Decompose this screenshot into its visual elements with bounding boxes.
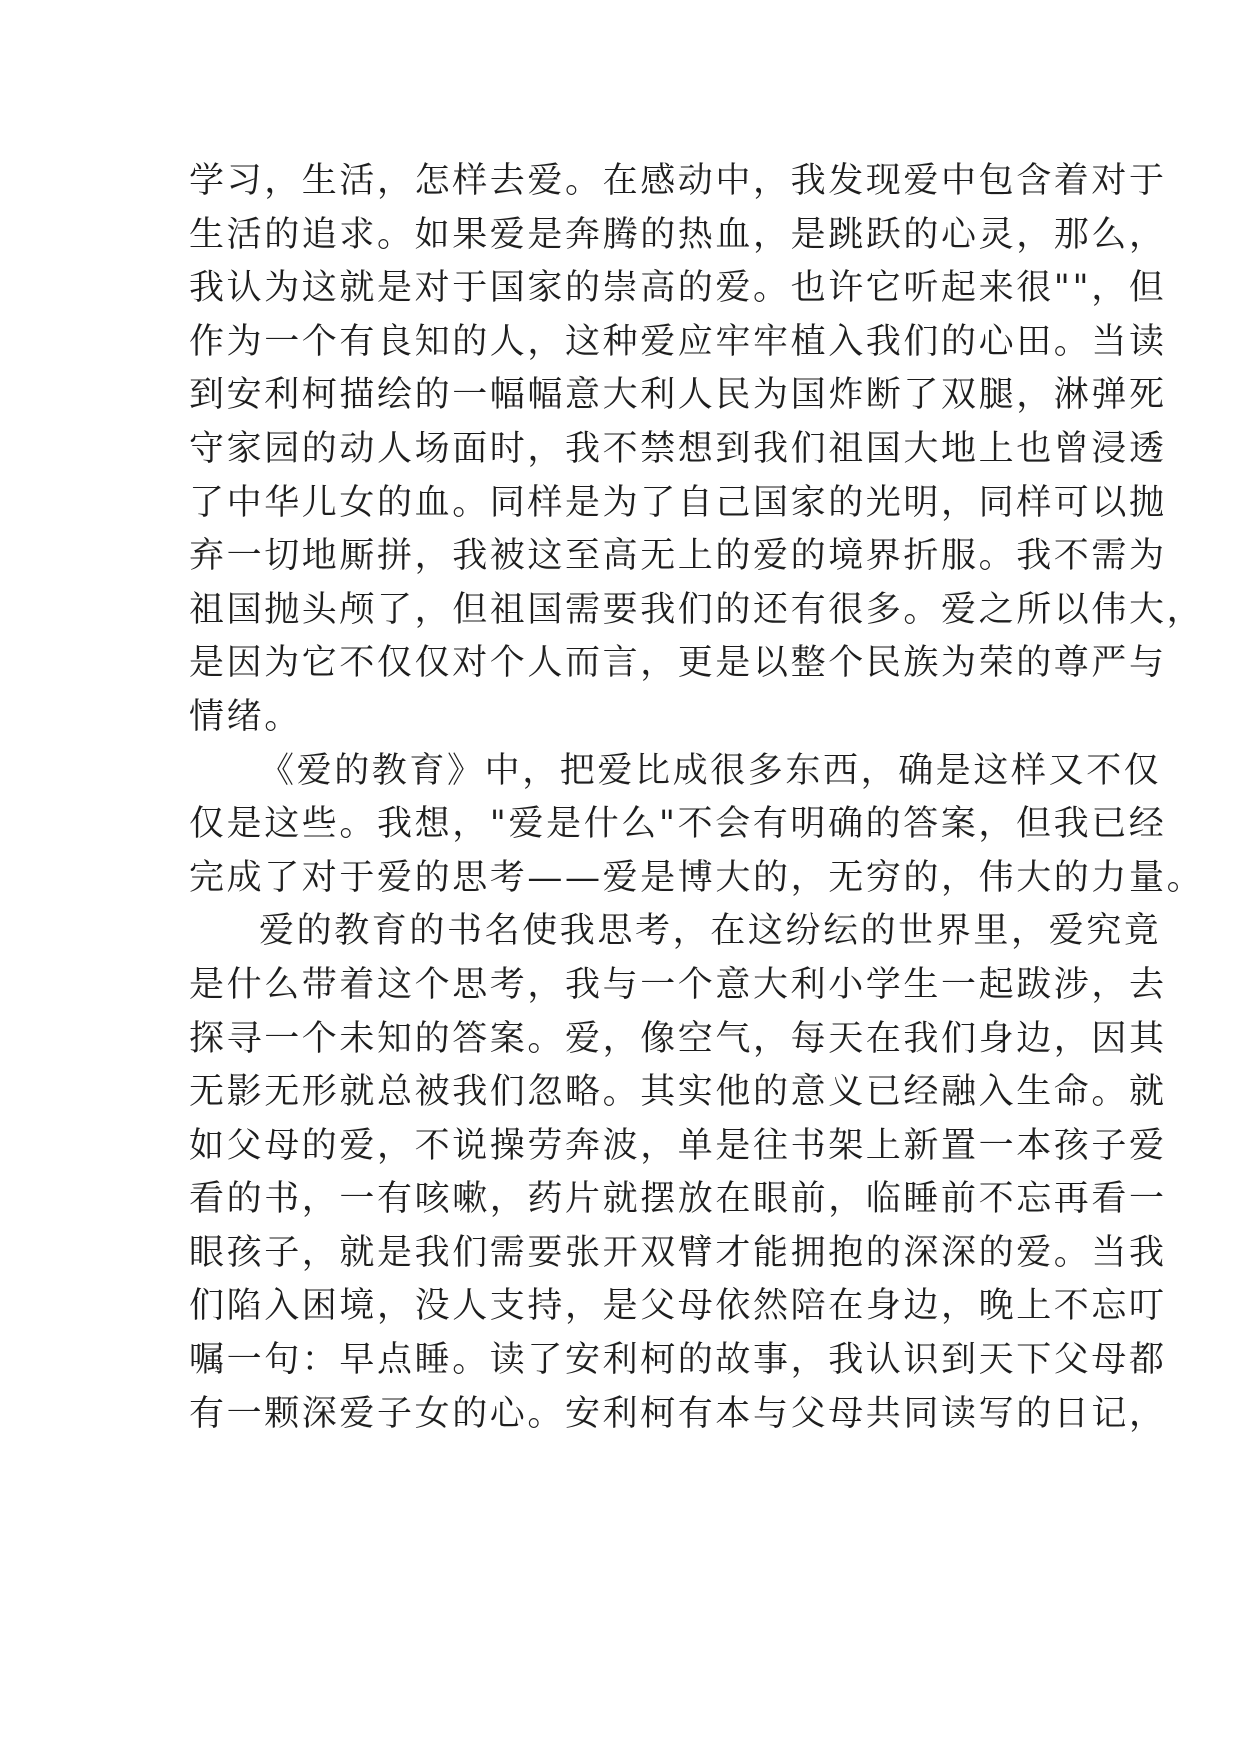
text-line: 仅是这些。我想，"爱是什么"不会有明确的答案，但我已经 [189, 804, 1167, 845]
text-line: 爱的教育的书名使我思考，在这纷纭的世界里，爱究竟 [259, 911, 1162, 952]
text-line: 眼孩子，就是我们需要张开双臂才能拥抱的深深的爱。当我 [189, 1232, 1167, 1273]
text-line: 生活的追求。如果爱是奔腾的热血，是跳跃的心灵，那么， [189, 214, 1167, 255]
text-line: 探寻一个未知的答案。爱，像空气，每天在我们身边，因其 [189, 1018, 1167, 1059]
text-line: 看的书，一有咳嗽，药片就摆放在眼前，临睡前不忘再看一 [189, 1179, 1167, 1220]
text-line: 如父母的爱，不说操劳奔波，单是往书架上新置一本孩子爱 [189, 1125, 1167, 1166]
text-line: 嘱一句：早点睡。读了安利柯的故事，我认识到天下父母都 [189, 1340, 1167, 1381]
text-line: 《爱的教育》中，把爱比成很多东西，确是这样又不仅 [259, 750, 1162, 791]
text-line: 完成了对于爱的思考——爱是博大的，无穷的，伟大的力量。 [189, 857, 1205, 898]
text-line: 我认为这就是对于国家的崇高的爱。也许它听起来很""，但 [189, 268, 1167, 309]
text-line: 弃一切地厮拼，我被这至高无上的爱的境界折服。我不需为 [189, 536, 1167, 577]
text-line: 学习，生活，怎样去爱。在感动中，我发现爱中包含着对于 [189, 161, 1167, 201]
text-line: 守家园的动人场面时，我不禁想到我们祖国大地上也曾浸透 [189, 428, 1167, 469]
text-line: 是什么带着这个思考，我与一个意大利小学生一起跋涉，去 [189, 964, 1167, 1005]
text-line: 作为一个有良知的人，这种爱应牢牢植入我们的心田。当读 [189, 321, 1167, 362]
text-line: 是因为它不仅仅对个人而言，更是以整个民族为荣的尊严与 [189, 643, 1167, 684]
text-line: 到安利柯描绘的一幅幅意大利人民为国炸断了双腿，淋弹死 [189, 375, 1167, 416]
text-line: 了中华儿女的血。同样是为了自己国家的光明，同样可以抛 [189, 482, 1167, 523]
text-line: 情绪。 [189, 696, 302, 737]
body-text [189, 155, 1205, 1441]
text-line: 祖国抛头颅了，但祖国需要我们的还有很多。爱之所以伟大， [189, 589, 1205, 630]
text-line: 无影无形就总被我们忽略。其实他的意义已经融入生命。就 [189, 1072, 1167, 1113]
text-line: 们陷入困境，没人支持，是父母依然陪在身边，晚上不忘叮 [189, 1286, 1167, 1327]
text-line: 有一颗深爱子女的心。安利柯有本与父母共同读写的日记， [189, 1393, 1167, 1434]
